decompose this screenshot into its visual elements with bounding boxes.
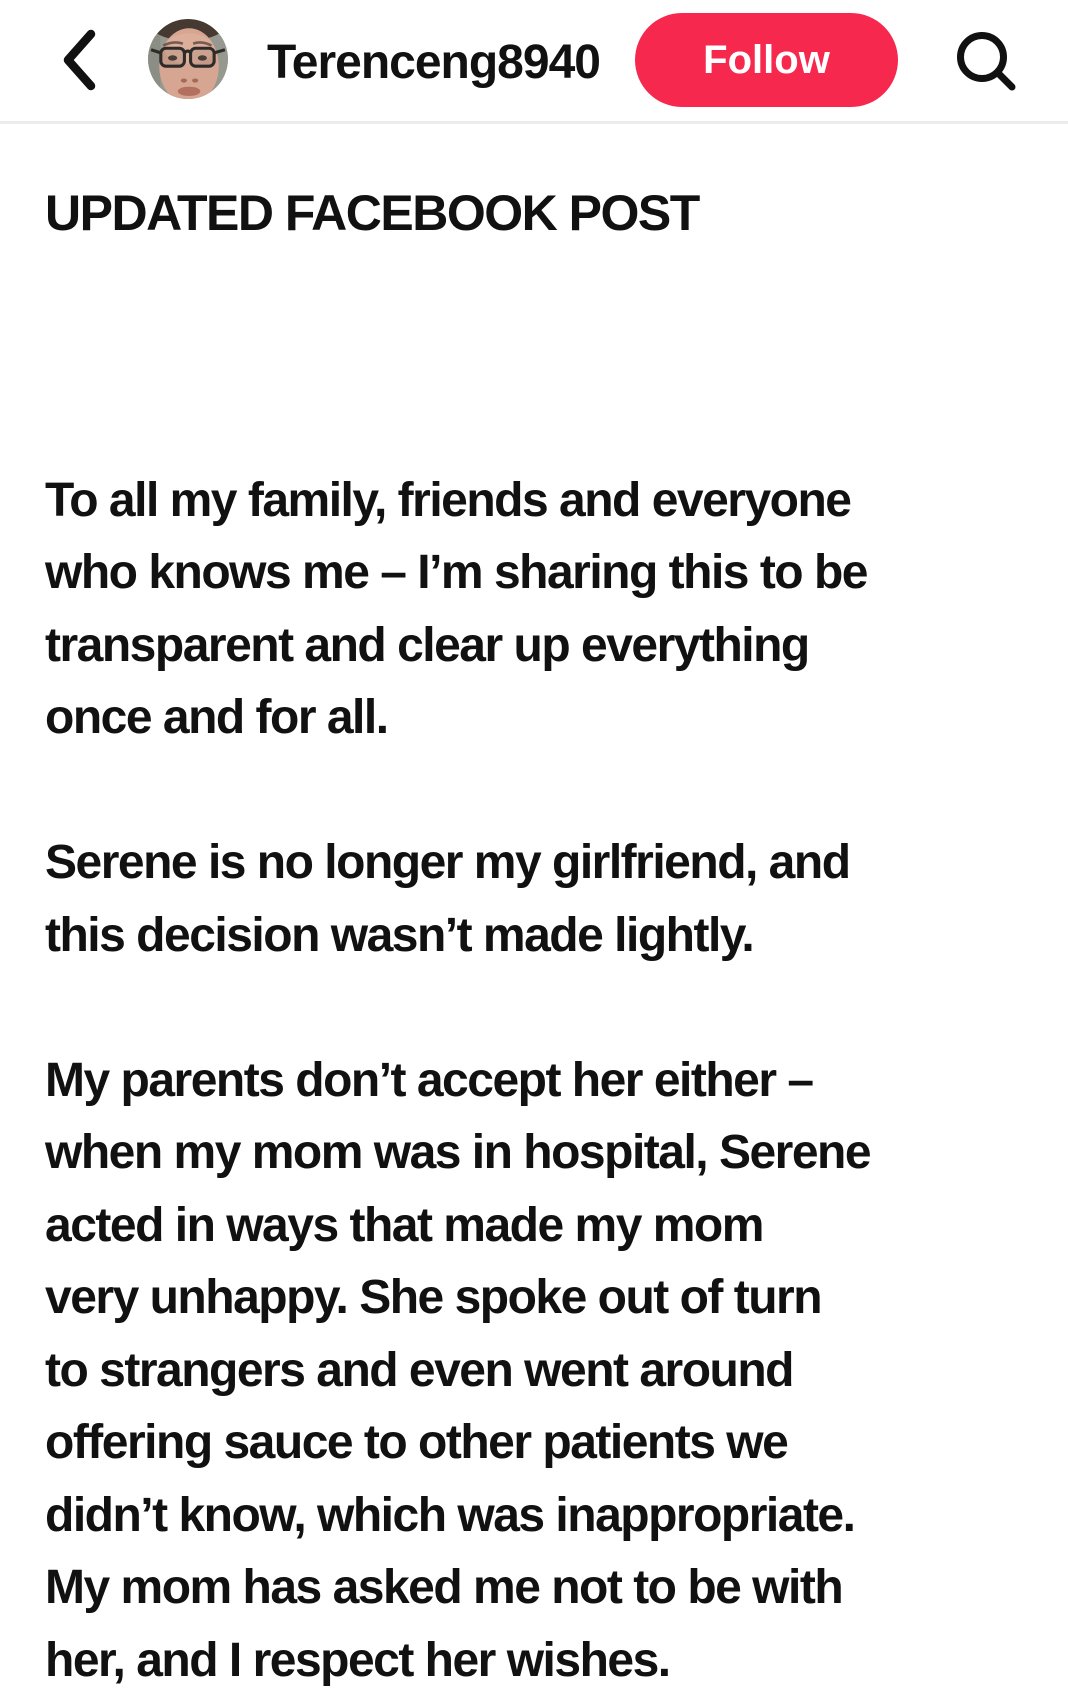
post-line: to strangers and even went around	[45, 1343, 793, 1397]
avatar-photo	[148, 19, 228, 99]
post-line: To all my family, friends and everyone	[45, 473, 851, 527]
chevron-left-icon	[58, 81, 102, 96]
post-content	[0, 177, 1068, 1697]
page-title-username[interactable]: Terenceng8940	[267, 36, 600, 89]
post-paragraph	[45, 827, 1023, 972]
top-bar	[0, 0, 1068, 124]
post-line: didn’t know, which was inappropriate.	[45, 1488, 855, 1542]
post-line: this decision wasn’t made lightly.	[45, 908, 754, 962]
post-body	[45, 465, 1023, 1698]
post-line: very unhappy. She spoke out of turn	[45, 1271, 822, 1324]
avatar[interactable]	[148, 19, 228, 99]
post-line: her, and I respect her wishes.	[45, 1633, 670, 1687]
post-line: once and for all.	[45, 691, 388, 744]
post-line: transparent and clear up everything	[45, 618, 809, 672]
follow-button-label: Follow	[703, 37, 830, 82]
post-line: acted in ways that made my mom	[45, 1198, 763, 1252]
post-line: offering sauce to other patients we	[45, 1416, 788, 1469]
post-line: Serene is no longer my girlfriend, and	[45, 836, 850, 889]
post-line: My mom has asked me not to be with	[45, 1561, 843, 1614]
post-heading: UPDATED FACEBOOK POST	[45, 185, 699, 241]
post-line: who knows me – I’m sharing this to be	[45, 546, 867, 599]
search-icon	[948, 84, 1020, 99]
post-line: when my mom was in hospital, Serene	[45, 1126, 871, 1179]
post-paragraph	[45, 1045, 1023, 1698]
post-paragraph	[45, 465, 1023, 755]
post-line: My parents don’t accept her either –	[45, 1053, 813, 1107]
follow-button[interactable]	[635, 13, 898, 107]
search-button[interactable]	[948, 24, 1020, 96]
back-button[interactable]	[58, 27, 102, 93]
